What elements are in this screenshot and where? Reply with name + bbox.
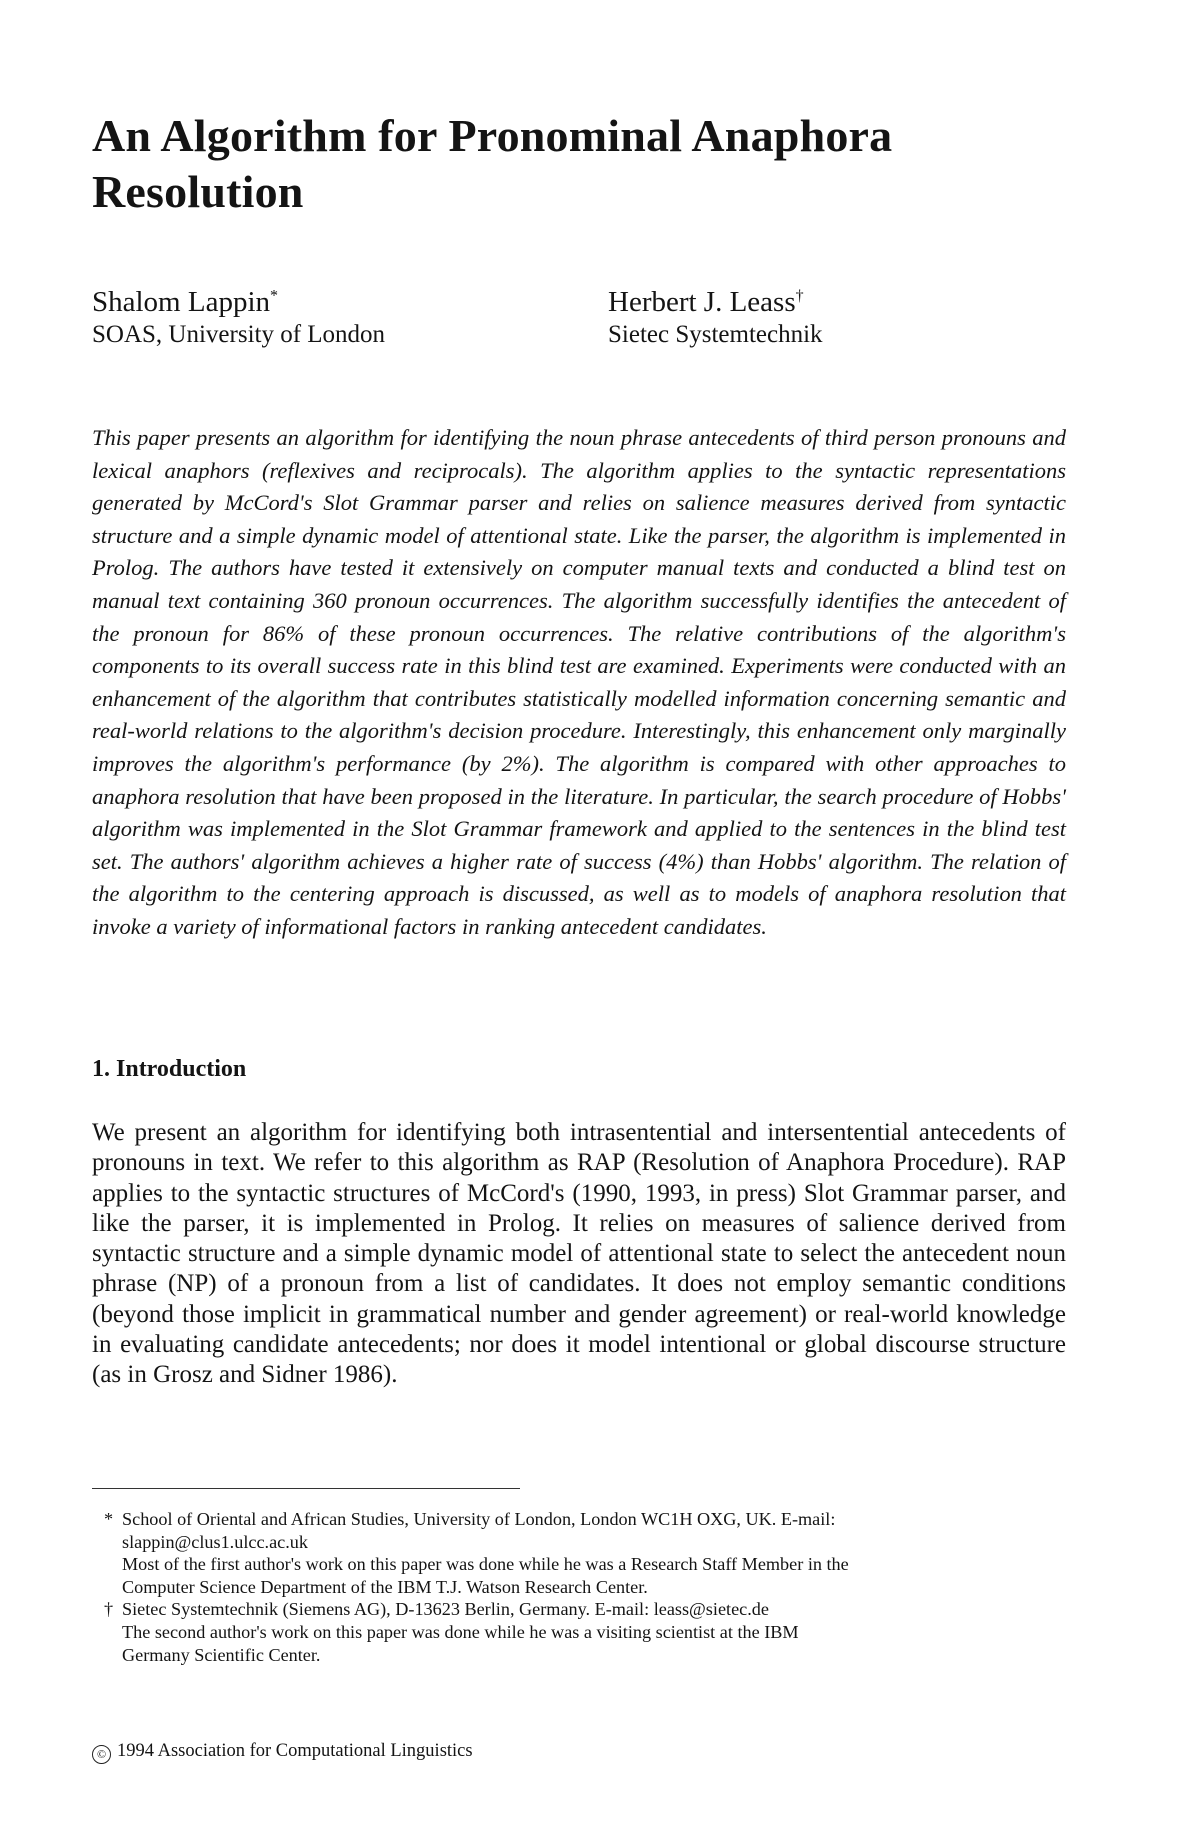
- footnote-line: Germany Scientific Center.: [122, 1644, 321, 1665]
- author-name: [92, 284, 385, 320]
- copyright-icon: ©: [92, 1745, 111, 1764]
- footnote-line: Sietec Systemtechnik (Siemens AG), D-13623 Berlin, Germany. E-mail: leass@sietec.de: [122, 1599, 769, 1620]
- copyright-notice: [92, 1741, 473, 1764]
- author-block-2: [608, 284, 823, 350]
- footnote-mark: †: [104, 1599, 114, 1620]
- author-footnote-mark: *: [270, 287, 279, 305]
- author-name-text: Herbert J. Leass: [608, 286, 796, 318]
- introduction-paragraph: We present an algorithm for identifying both intrasentential and intersentential antecedents of pronouns in text. We refer to this algorithm as RAP (Resolution of Anaphora Procedure). RAP applies to the syntactic structures of McCord's (1990, 1993, in press) Slot Grammar parser, and like the parser, it is implemented in Prolog. It relies on measures of salience derived from syntactic structure and a simple dynamic model of attentional state to select the antecedent noun phrase (NP) of a pronoun from a list of candidates. It does not employ semantic conditions (beyond those implicit in grammatical number and gender agreement) or real-world knowledge in evaluating candidate antecedents; nor does it model intentional or global discourse structure (as in Grosz and Sidner 1986).: [92, 1119, 1066, 1389]
- footnote-1: [104, 1508, 1064, 1598]
- author-name-text: Shalom Lappin: [92, 286, 271, 318]
- footnote-line: Computer Science Department of the IBM T.J. Watson Research Center.: [122, 1576, 648, 1597]
- footnote-line: Most of the first author's work on this paper was done while he was a Research Staff Member in the: [122, 1554, 849, 1575]
- copyright-text: 1994 Association for Computational Linguistics: [117, 1741, 473, 1761]
- author-name: [608, 284, 823, 320]
- abstract: This paper presents an algorithm for identifying the noun phrase antecedents of third person pronouns and lexical anaphors (reflexives and reciprocals). The algorithm applies to the syntactic representations generated by McCord's Slot Grammar parser and relies on salience measures derived from syntactic structure and a simple dynamic model of attentional state. Like the parser, the algorithm is implemented in Prolog. The authors have tested it extensively on computer manual texts and conducted a blind test on manual text containing 360 pronoun occurrences. The algorithm successfully identifies the antecedent of the pronoun for 86% of these pronoun occurrences. The relative contributions of the algorithm's components to its overall success rate in this blind test are examined. Experiments were conducted with an enhancement of the algorithm that contributes statistically modelled information concerning semantic and real-world relations to the algorithm's decision procedure. Interestingly, this enhancement only marginally improves the algorithm's performance (by 2%). The algorithm is compared with other approaches to anaphora resolution that have been proposed in the literature. In particular, the search procedure of Hobbs' algorithm was implemented in the Slot Grammar framework and applied to the sentences in the blind test set. The authors' algorithm achieves a higher rate of success (4%) than Hobbs' algorithm. The relation of the algorithm to the centering approach is discussed, as well as to models of anaphora resolution that invoke a variety of informational factors in ranking antecedent candidates.: [92, 425, 1066, 939]
- footnote-line: The second author's work on this paper was done while he was a visiting scientist at the IBM: [122, 1621, 799, 1642]
- footnote-divider: [92, 1488, 520, 1489]
- footnotes: [104, 1508, 1064, 1666]
- author-affiliation: SOAS, University of London: [92, 321, 386, 348]
- author-block-1: [92, 284, 385, 350]
- section-heading-introduction: 1. Introduction: [92, 1056, 247, 1082]
- footnote-line: slappin@clus1.ulcc.ac.uk: [122, 1531, 308, 1552]
- author-affiliation: Sietec Systemtechnik: [608, 321, 823, 348]
- footnote-mark: *: [104, 1509, 114, 1529]
- author-footnote-mark: †: [795, 287, 804, 305]
- footnote-2: [104, 1598, 1064, 1666]
- footnote-line: School of Oriental and African Studies, University of London, London WC1H OXG, UK. E-mail:: [122, 1509, 836, 1529]
- paper-title: An Algorithm for Pronominal Anaphora Resolution: [92, 110, 893, 217]
